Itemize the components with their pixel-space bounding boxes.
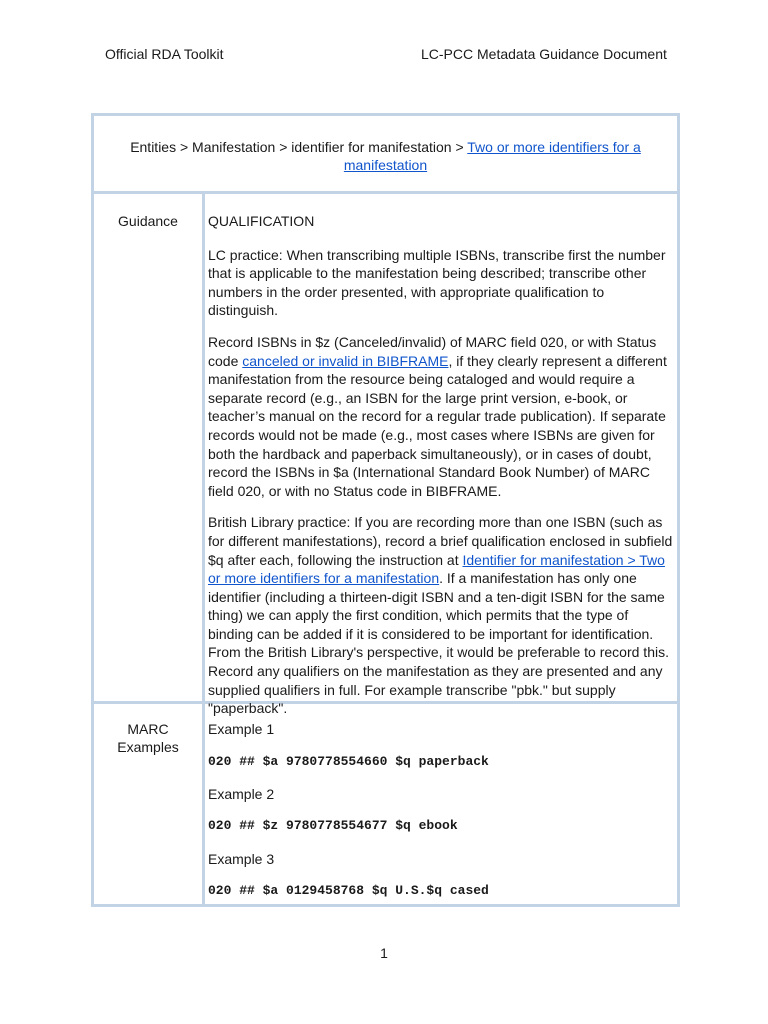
guidance-heading: QUALIFICATION bbox=[208, 213, 315, 229]
marc-label-line-2: Examples bbox=[117, 739, 179, 755]
isbn-recording-paragraph bbox=[208, 333, 674, 500]
example-label: Example 2 bbox=[208, 786, 275, 802]
breadcrumb-path: Entities > Manifestation > identifier for manifestation > bbox=[130, 139, 468, 155]
marc-label-line-1: MARC bbox=[127, 721, 169, 737]
isbn-recording-text-1: Record ISBNs in $z (Canceled/invalid) of MARC field 020, or with Status code bbox=[208, 333, 657, 369]
marc-examples-label bbox=[94, 720, 202, 756]
example-code: 020 ## $a 9780778554660 $q paperback bbox=[208, 754, 489, 769]
british-library-text-2: . If a manifestation has only one identifier (including a thirteen-digit ISBN and a ten-digit ISBN for the same thing) we can apply the first condition, which permits that the type of binding can be added if it is considered to be important for identification. From the British Library's perspective, it would be preferable to record this. Record any qualifiers on the manifestation as they are presented and any supplied qualifiers in full. For example transcribe "pbk." but supply "paperback". bbox=[208, 570, 669, 717]
guidance-content bbox=[208, 212, 674, 731]
breadcrumb-link[interactable]: Two or more identifiers for a manifestation bbox=[343, 139, 641, 173]
example-code: 020 ## $z 9780778554677 $q ebook bbox=[208, 818, 458, 833]
british-library-text-1: British Library practice: If you are recording more than one ISBN (such as for different manifestations), record a brief qualification enclosed in subfield $q after each, following the instruction at bbox=[208, 514, 673, 568]
page-header-left: Official RDA Toolkit bbox=[105, 46, 224, 62]
identifier-instruction-link[interactable]: Identifier for manifestation > Two or more identifiers for a manifestation bbox=[208, 551, 665, 587]
isbn-recording-text-2: , if they clearly represent a different manifestation from the resource being cataloged and would require a separate record (e.g., an ISBN for the large print version, e-book, or teacher’s manual on the record for a regular trade publication). If separate records would not be made (e.g., most cases where ISBNs are given for both the hardback and paperback simultaneously), or in cases of doubt, record the ISBNs in $a (International Standard Book Number) of MARC field 020, or with no Status code in BIBFRAME. bbox=[208, 352, 667, 499]
page-number: 1 bbox=[380, 945, 388, 961]
guidance-table bbox=[91, 113, 680, 907]
table-divider-top bbox=[94, 191, 677, 194]
example-code: 020 ## $a 0129458768 $q U.S.$q cased bbox=[208, 883, 489, 898]
guidance-label: Guidance bbox=[118, 213, 178, 229]
table-column-divider bbox=[202, 194, 205, 907]
example-label: Example 3 bbox=[208, 851, 275, 867]
page-header-right: LC-PCC Metadata Guidance Document bbox=[421, 46, 667, 62]
example-label: Example 1 bbox=[208, 721, 275, 737]
british-library-paragraph bbox=[208, 513, 674, 718]
lc-practice-paragraph: LC practice: When transcribing multiple ISBNs, transcribe first the number that is applicable to the manifestation being described; transcribe other numbers in the order presented, with appropriate qualification to distinguish. bbox=[208, 246, 666, 319]
bibframe-status-link[interactable]: canceled or invalid in BIBFRAME bbox=[242, 352, 449, 369]
breadcrumb bbox=[94, 138, 677, 174]
